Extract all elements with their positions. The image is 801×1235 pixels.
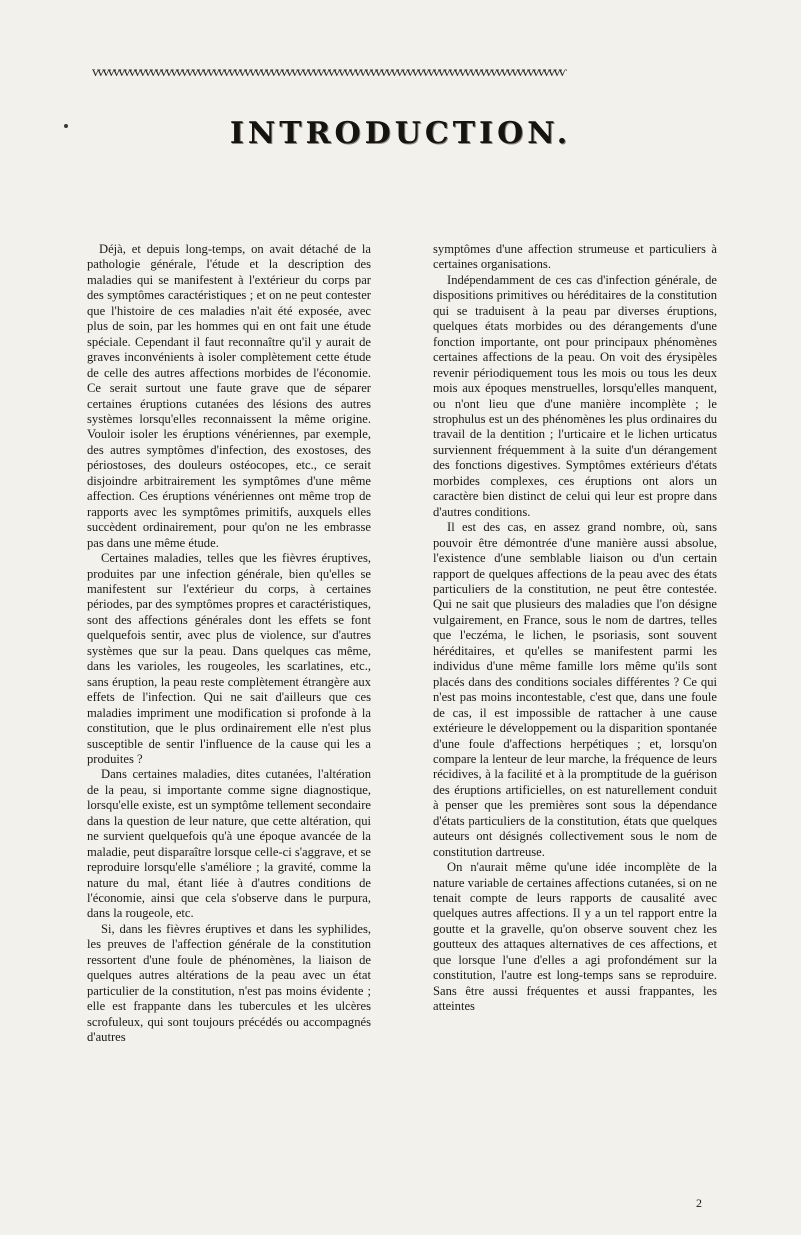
- paragraph: Dans certaines maladies, dites cutanées, l'altération de la peau, si importante comme signe diagnostique, lorsqu'elle existe, est un symptôme tellement secondaire dans la question de leur nature, que cette altération, qui ne survient quelquefois qu'à une époque avancée de la maladie, peut disparaître lorsque celle-ci s'aggrave, et se reproduire lorsqu'elle s'améliore ; la gravité, comme la nature du mal, étant liée à d'autres conditions de l'économie, ainsi que cela s'observe dans le purpura, dans la rougeole, etc.: [87, 767, 371, 921]
- left-column: [87, 242, 371, 1046]
- paragraph: Il est des cas, en assez grand nombre, où, sans pouvoir être démontrée d'une manière aussi absolue, l'existence d'une semblable liaison ou d'un certain rapport de quelques affections de la peau avec des états particuliers de la constitution, ne peut être contestée. Qui ne sait que plusieurs des maladies que l'on désigne vulgairement, en France, sous le nom de dartres, telles que l'eczéma, le lichen, le psoriasis, sont souvent héréditaires, et qu'elles se manifestent parmi les individus d'une même famille lors même qu'ils sont placés dans des conditions sociales différentes ? Ce qui n'est pas moins incontestable, c'est que, dans une foule de cas, il est impossible de rattacher à une cause extérieure le développement ou la disparition spontanée d'une foule d'affections herpétiques ; et, lorsqu'on compare la lenteur de leur marche, la fréquence de leurs récidives, à la facilité et à la promptitude de la guérison des éruptions artificielles, on est naturellement conduit à penser que les premières sont sous la dépendance d'états particuliers de la constitution, états que quelques auteurs ont désignés collectivement sous le nom de constitution dartreuse.: [433, 520, 717, 859]
- paragraph: Déjà, et depuis long-temps, on avait détaché de la pathologie générale, l'étude et la description des maladies qui se manifestent à l'extérieur du corps par des symptômes caractéristiques ; et on ne peut contester que l'histoire de ces maladies n'ait été exposée, avec plus de soin, par les hommes qui en ont fait une étude spéciale. Cependant il faut reconnaître qu'il y aurait de graves inconvénients à isoler complètement cette étude de celle des autres affections morbides de l'économie. Ce serait surtout une faute grave que de séparer certaines éruptions cutanées des lésions des autres systèmes lorsqu'elles reconnaissent la même origine. Vouloir isoler les éruptions vénériennes, par exemple, des autres symptômes d'infection, des exostoses, des périostoses, des douleurs ostéocopes, etc., ce serait disjoindre arbitrairement les symptômes d'une même affection. Ces éruptions vénériennes ont même trop de rapports avec les symptômes primitifs, auxquels elles succèdent ordinairement, pour qu'on ne les embrasse pas dans une même étude.: [87, 242, 371, 550]
- page-heading: INTRODUCTION.: [229, 116, 572, 151]
- paragraph: symptômes d'une affection strumeuse et particuliers à certaines organisations.: [433, 242, 717, 272]
- paragraph: Certaines maladies, telles que les fièvres éruptives, produites par une infection générale, bien qu'elles se manifestent sur l'extérieur du corps, à certaines périodes, par des symptômes propres et caractéristiques, sont des affections générales dont les effets se font quelquefois sentir, avec plus de violence, sur d'autres systèmes que sur la peau. Dans quelques cas même, dans les varioles, les rougeoles, les scarlatines, etc., sans éruption, la peau reste complètement étrangère aux effets de l'infection. Qui ne sait d'ailleurs que ces maladies impriment une modification si profonde à la constitution, que le plus ordinairement elle n'est plus susceptible de sentir l'influence de la cause qui les a produites ?: [87, 551, 371, 766]
- ornamental-rule: ѵѵѵѵѵѵѵѵѵѵѵѵѵѵѵѵѵѵѵѵѵѵѵѵѵѵѵѵѵѵѵѵѵѵѵѵѵѵѵѵѵѵѵѵѵѵѵѵѵѵѵѵѵѵѵѵѵѵѵѵѵѵѵѵѵѵѵѵѵѵѵѵѵѵѵѵѵѵѵѵѵѵѵѵѵѵѵѵѵѵ: [92, 64, 564, 80]
- paragraph: Si, dans les fièvres éruptives et dans les syphilides, les preuves de l'affection générale de la constitution ressortent d'une foule de phénomènes, la liaison de quelques autres altérations de la peau avec un état particulier de la constitution, n'est pas moins évidente ; elle est frappante dans les tubercules et les ulcères scrofuleux, qui sont toujours précédés ou accompagnés d'autres: [87, 921, 371, 1045]
- right-column: [433, 242, 717, 1015]
- paragraph: On n'aurait même qu'une idée incomplète de la nature variable de certaines affections cutanées, si on ne tenait compte de leurs rapports de causalité avec quelques autres affections. Il y a un tel rapport entre la goutte et la gravelle, qu'on observe souvent chez les goutteux des attaques alternatives de ces affections, et que lorsque l'une d'elles a agi profondément sur la constitution, l'autre est long-temps sans se reproduire. Sans être aussi fréquentes et aussi frappantes, les atteintes: [433, 860, 717, 1014]
- paragraph: Indépendamment de ces cas d'infection générale, de dispositions primitives ou héréditaires de la constitution qui se traduisent à la peau par diverses éruptions, quelques états morbides ou des dérangements d'une fonction importante, ont pour principaux phénomènes certaines affections de la peau. On voit des érysipèles revenir périodiquement tous les mois ou tous les deux mois aux époques menstruelles, lorsqu'elles manquent, ou n'ont lieu que d'une manière incomplète ; le strophulus est un des phénomènes les plus ordinaires du travail de la dentition ; l'urticaire et le lichen urticatus surviennent fréquemment à la suite d'un dérangement des fonctions digestives. Symptômes extérieurs d'états morbides complexes, ces éruptions ont alors un caractère bien distinct de celui qui leur est propre dans d'autres conditions.: [433, 272, 717, 519]
- page-number: 2: [696, 1196, 702, 1210]
